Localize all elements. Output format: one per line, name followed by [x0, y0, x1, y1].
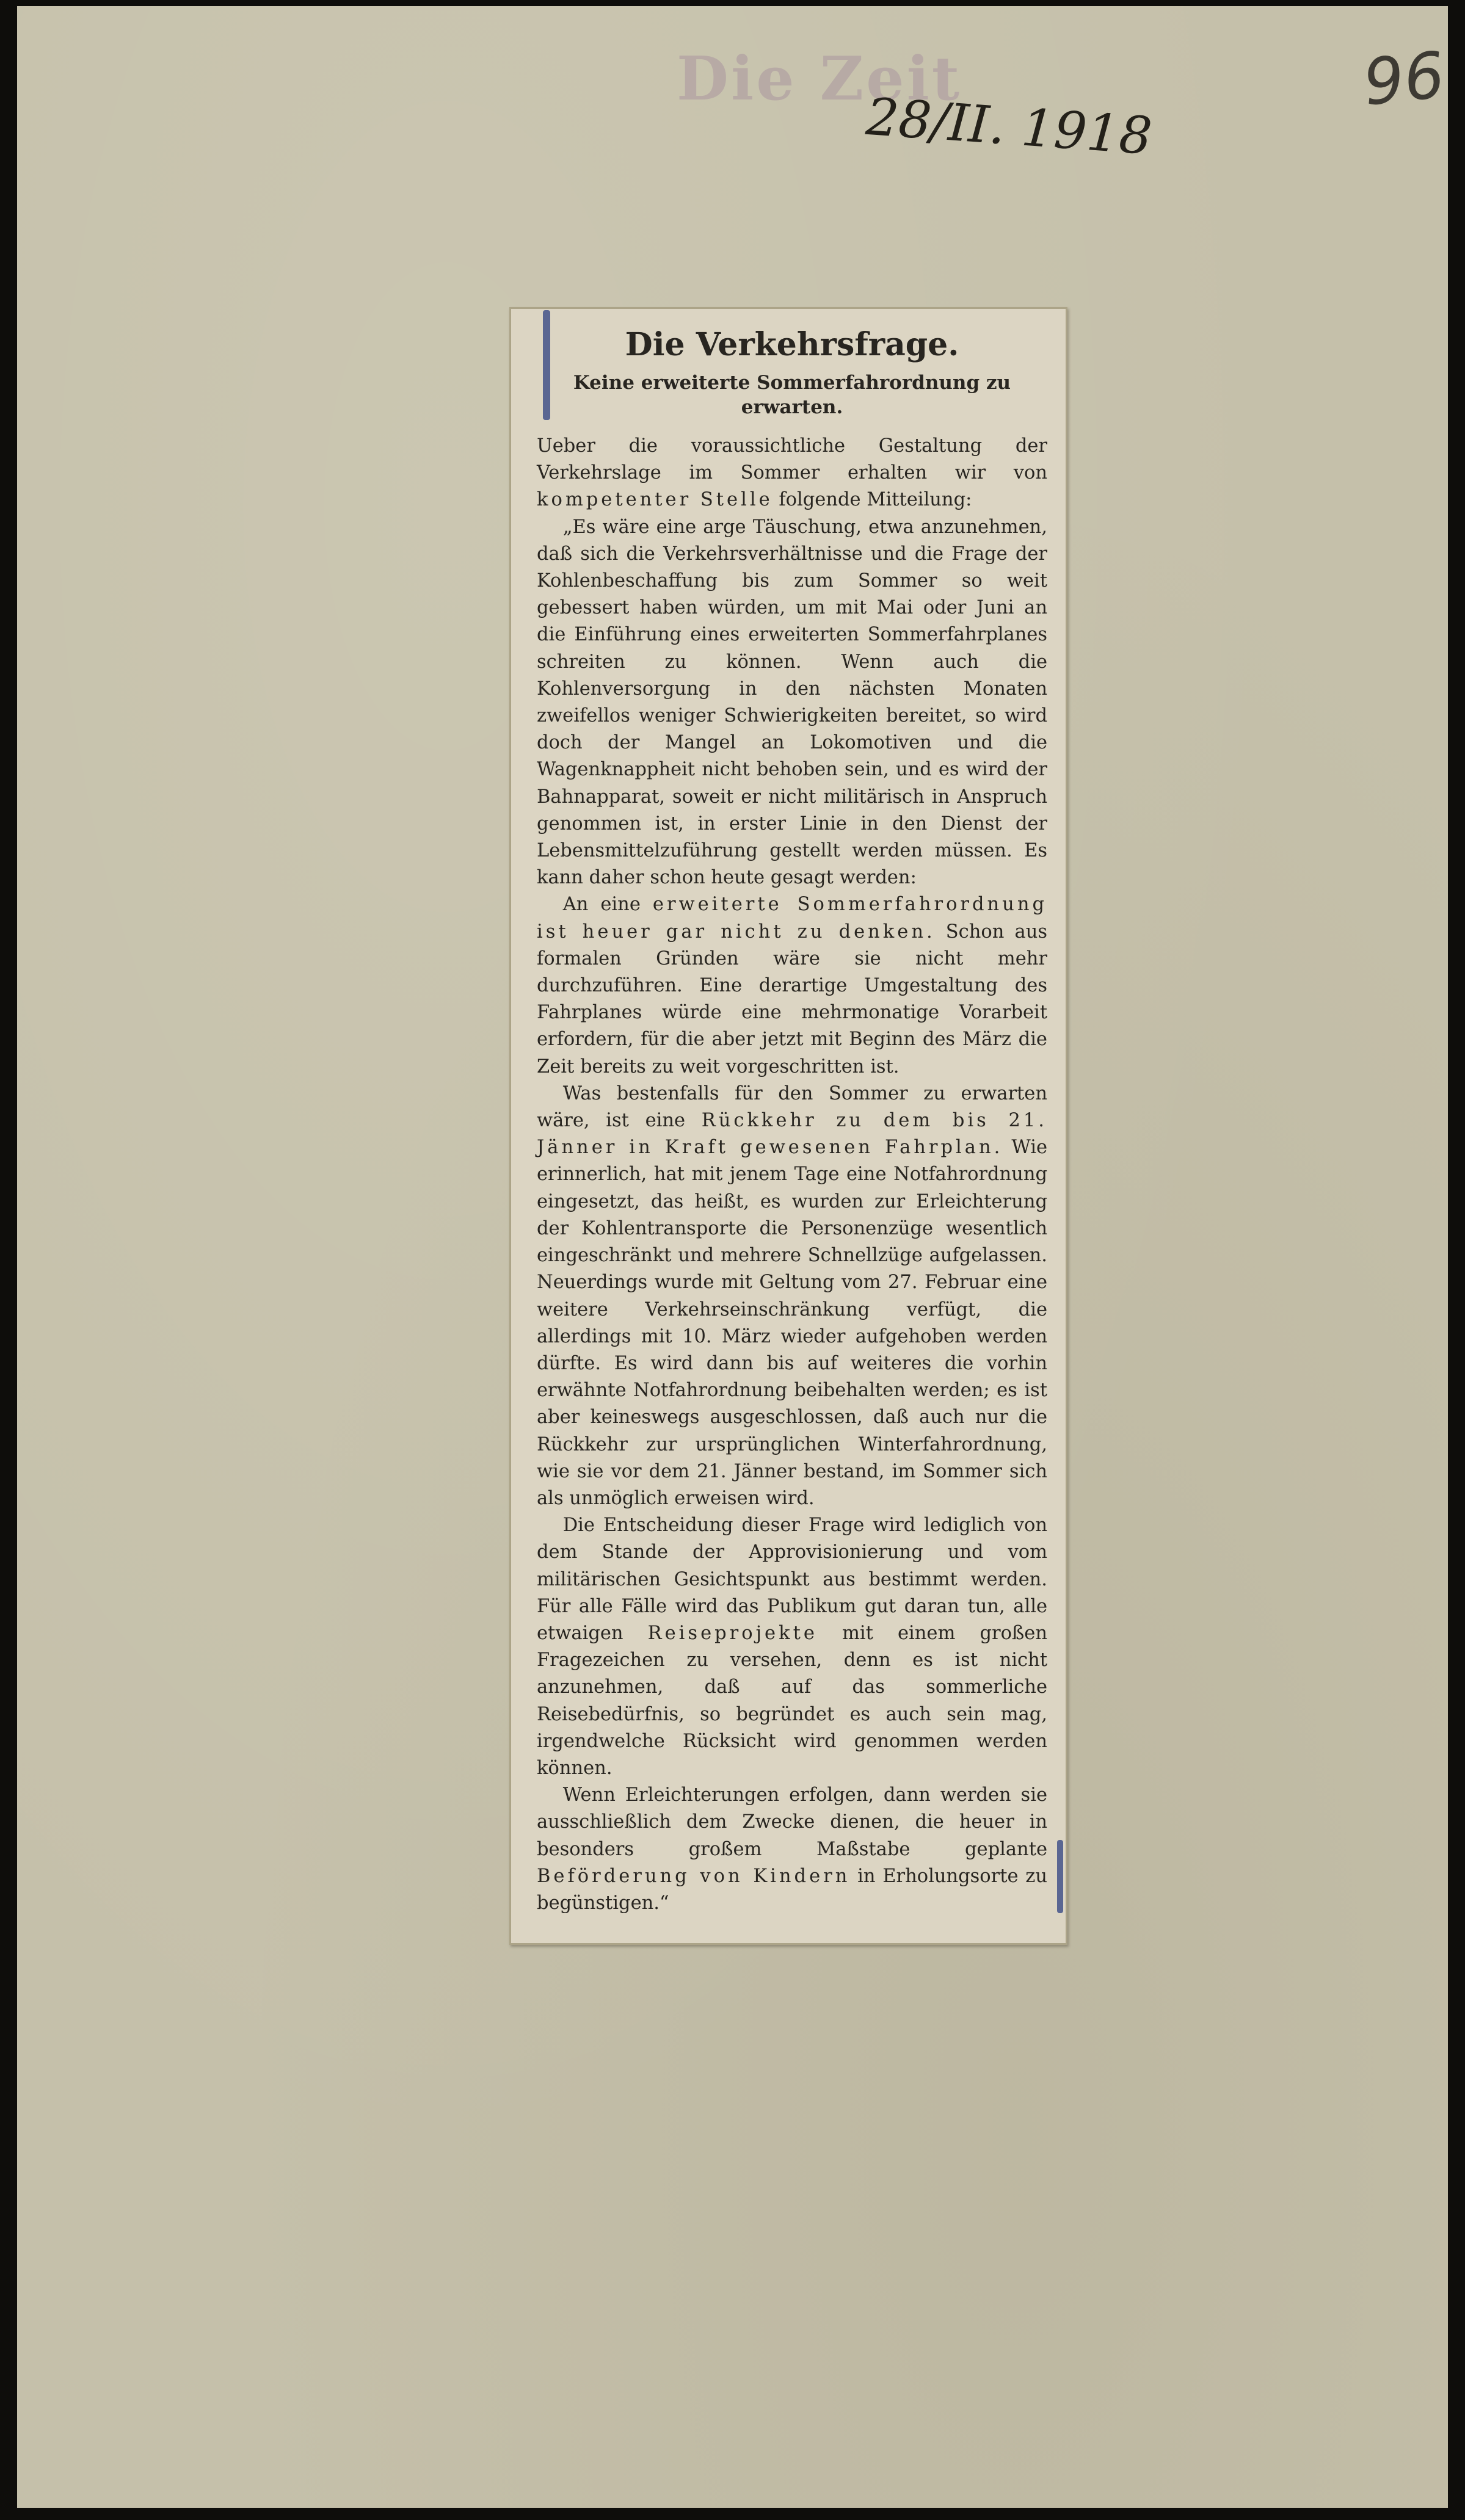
article-paragraph: Ueber die voraussichtliche Gestaltung der Verkehrslage im Sommer erhalten wir von kompetenter Stelle folgende Mitteilung: — [537, 435, 1047, 511]
newspaper-clipping — [509, 307, 1067, 1945]
blue-pencil-mark — [1057, 1840, 1063, 1913]
article-paragraph: Was bestenfalls für den Sommer zu erwarten wäre, ist eine Rückkehr zu dem bis 21. Jänner in Kraft gewesenen Fahrplan. Wie erinnerlich, hat mit jenem Tage eine Notfahrordnung eingesetzt, das heißt, es wurden zur Erleichterung der Kohlentransporte die Personenzüge wesentlich eingeschränkt und mehrere Schnellzüge aufgelassen. Neuerdings wurde mit Geltung vom 27. Februar eine weitere Verkehrseinschränkung verfügt, die allerdings mit 10. März wieder aufgehoben werden dürfte. Es wird dann bis auf weiteres die vorhin erwähnte Notfahrordnung beibehalten werden; es ist aber keineswegs ausgeschlossen, daß auch nur die Rückkehr zur ursprünglichen Winterfahrordnung, wie sie vor dem 21. Jänner bestand, im Sommer sich als unmöglich erweisen wird. — [537, 1082, 1047, 1509]
newspaper-stamp: Die Zeit — [677, 44, 962, 114]
handwritten-date: 28/II. 1918 — [864, 86, 1154, 167]
article-headline: Die Verkehrsfrage. — [625, 326, 959, 363]
blue-pencil-mark — [543, 310, 550, 420]
article-paragraph: Wenn Erleichterungen erfolgen, dann werden sie ausschließlich dem Zwecke dienen, die heuer in besonders großem Maßstabe geplante Beförderung von Kindern in Erholungsorte zu begünstigen.“ — [537, 1784, 1047, 1914]
article-paragraph: An eine erweiterte Sommerfahrordnung ist heuer gar nicht zu denken. Schon aus formalen Gründen wäre sie nicht mehr durchzuführen. Eine derartige Umgestaltung des Fahrplanes würde eine mehrmonatige Vorarbeit erfordern, für die aber jetzt mit Beginn des März die Zeit bereits zu weit vorgeschritten ist. — [537, 894, 1048, 1077]
archive-page — [17, 6, 1448, 2508]
folio-number: 96 — [1359, 37, 1449, 120]
article-paragraph: Die Entscheidung dieser Frage wird lediglich von dem Stande der Approvisionierung und vom militärischen Gesichtspunkt aus bestimmt werden. Für alle Fälle wird das Publikum gut daran tun, alle etwaigen Reiseprojekte mit einem großen Fragezeichen zu versehen, denn es ist nicht anzunehmen, daß auf das sommerliche Reisebedürfnis, so begründet es auch sein mag, irgendwelche Rücksicht wird genommen werden können. — [537, 1515, 1047, 1779]
article-paragraph: „Es wäre eine arge Täuschung, etwa anzunehmen, daß sich die Verkehrsverhältnisse und die Frage der Kohlenbeschaffung bis zum Sommer so weit gebessert haben würden, um mit Mai oder Juni an die Einführung eines erweiterten Sommerfahrplanes schreiten zu können. Wenn auch die Kohlenversorgung in den nächsten Monaten zweifellos weniger Schwierigkeiten bereitet, so wird doch der Mangel an Lokomotiven und die Wagenknappheit nicht behoben sein, und es wird der Bahnapparat, soweit er nicht militärisch in Anspruch genommen ist, in erster Linie in den Dienst der Lebensmittelzuführung gestellt werden müssen. Es kann daher schon heute gesagt werden: — [537, 516, 1047, 889]
article-subheadline: Keine erweiterte Sommerfahrordnung zu erwarten. — [573, 372, 1011, 418]
